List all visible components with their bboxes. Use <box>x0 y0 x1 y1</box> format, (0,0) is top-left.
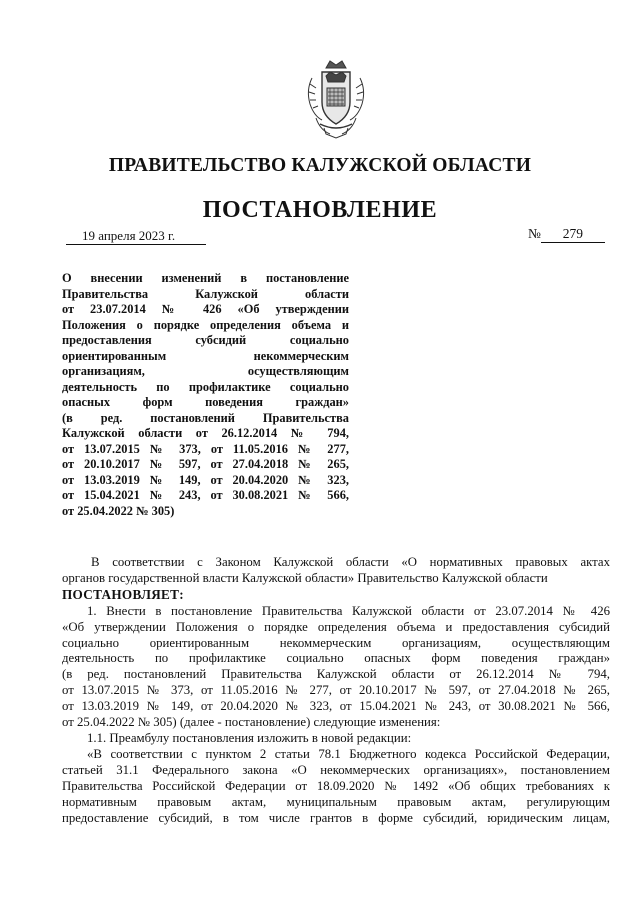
subject-line: ориентированным некоммерческим <box>62 348 349 363</box>
item1-line: социально ориентированным некоммерческим организациям, осуществляющим <box>62 635 610 650</box>
document-number <box>528 226 605 243</box>
kaluga-coat-of-arms-icon <box>304 58 368 140</box>
item1-1-line: 1.1. Преамбулу постановления изложить в новой редакции: <box>87 730 412 745</box>
quote-line: «В соответствии с пунктом 2 статьи 78.1 Бюджетного кодекса Российской Федерации, <box>87 746 610 761</box>
subject-line: от 23.07.2014 № 426 «Об утверждении <box>62 302 349 316</box>
subject-line: Правительства Калужской области <box>62 286 349 301</box>
quote-line: статьей 31.1 Федерального закона «О некоммерческих организациях», постановлением <box>62 762 610 777</box>
subject-line: предоставления субсидий социально <box>62 333 349 347</box>
document-body <box>62 555 610 826</box>
subject-line: от 15.04.2021 № 243, от 30.08.2021 № 566, <box>62 488 349 502</box>
subject-line: Калужской области от 26.12.2014 № 794, <box>62 426 349 440</box>
quote-line: нормативным правовым актам, муниципальным правовым актам, регулирующим <box>62 794 610 809</box>
item1-line: 1. Внести в постановление Правительства Калужской области от 23.07.2014 № 426 <box>87 603 610 618</box>
preamble-line: В соответствии с Законом Калужской области «О нормативных правовых актах <box>91 555 610 569</box>
subject-line: О внесении изменений в постановление <box>62 271 349 285</box>
item1-line: от 13.03.2019 № 149, от 20.04.2020 № 323, от 15.04.2021 № 243, от 30.08.2021 № 566, <box>62 699 610 714</box>
document-type-heading: ПОСТАНОВЛЕНИЕ <box>202 197 438 223</box>
subject-line: (в ред. постановлений Правительства <box>62 410 349 425</box>
quote-line: предоставление субсидий, в том числе грантов в форме субсидий, юридическим лицам, <box>62 810 610 825</box>
item1-line: (в ред. постановлений Правительства Калужской области от 26.12.2014 № 794, <box>62 667 610 682</box>
subject-line: от 20.10.2017 № 597, от 27.04.2018 № 265, <box>62 457 349 471</box>
item1-line: деятельность по профилактике социально опасных форм поведения граждан» <box>62 651 610 666</box>
subject-line: деятельность по профилактике социально <box>62 379 349 394</box>
item1-line: от 25.04.2022 № 305) (далее - постановление) следующие изменения: <box>62 715 441 730</box>
quote-line: Правительства Российской Федерации от 18.09.2020 № 1492 «Об общих требованиях к <box>62 778 610 793</box>
subject-line: Положения о порядке определения объема и <box>62 317 349 332</box>
subject-line: от 13.07.2015 № 373, от 11.05.2016 № 277, <box>62 441 349 456</box>
subject-line: от 13.03.2019 № 149, от 20.04.2020 № 323, <box>62 472 349 487</box>
number-value: 279 <box>541 226 605 243</box>
item1-line: «Об утверждении Положения о порядке определения объема и предоставления субсидий <box>62 619 610 634</box>
subject-block <box>62 271 349 519</box>
subject-line: организациям, осуществляющим <box>62 364 349 378</box>
item1-line: от 13.07.2015 № 373, от 11.05.2016 № 277, от 20.10.2017 № 597, от 27.04.2018 № 265, <box>62 683 610 698</box>
decree-word: ПОСТАНОВЛЯЕТ: <box>62 586 184 602</box>
subject-line: от 25.04.2022 № 305) <box>62 503 175 518</box>
preamble-line: органов государственной власти Калужской области» Правительство Калужской области <box>62 570 548 585</box>
document-date: 19 апреля 2023 г. <box>66 228 206 245</box>
government-title: ПРАВИТЕЛЬСТВО КАЛУЖСКОЙ ОБЛАСТИ <box>108 155 532 176</box>
subject-line: опасных форм поведения граждан» <box>62 395 349 409</box>
number-label: № <box>528 226 541 241</box>
